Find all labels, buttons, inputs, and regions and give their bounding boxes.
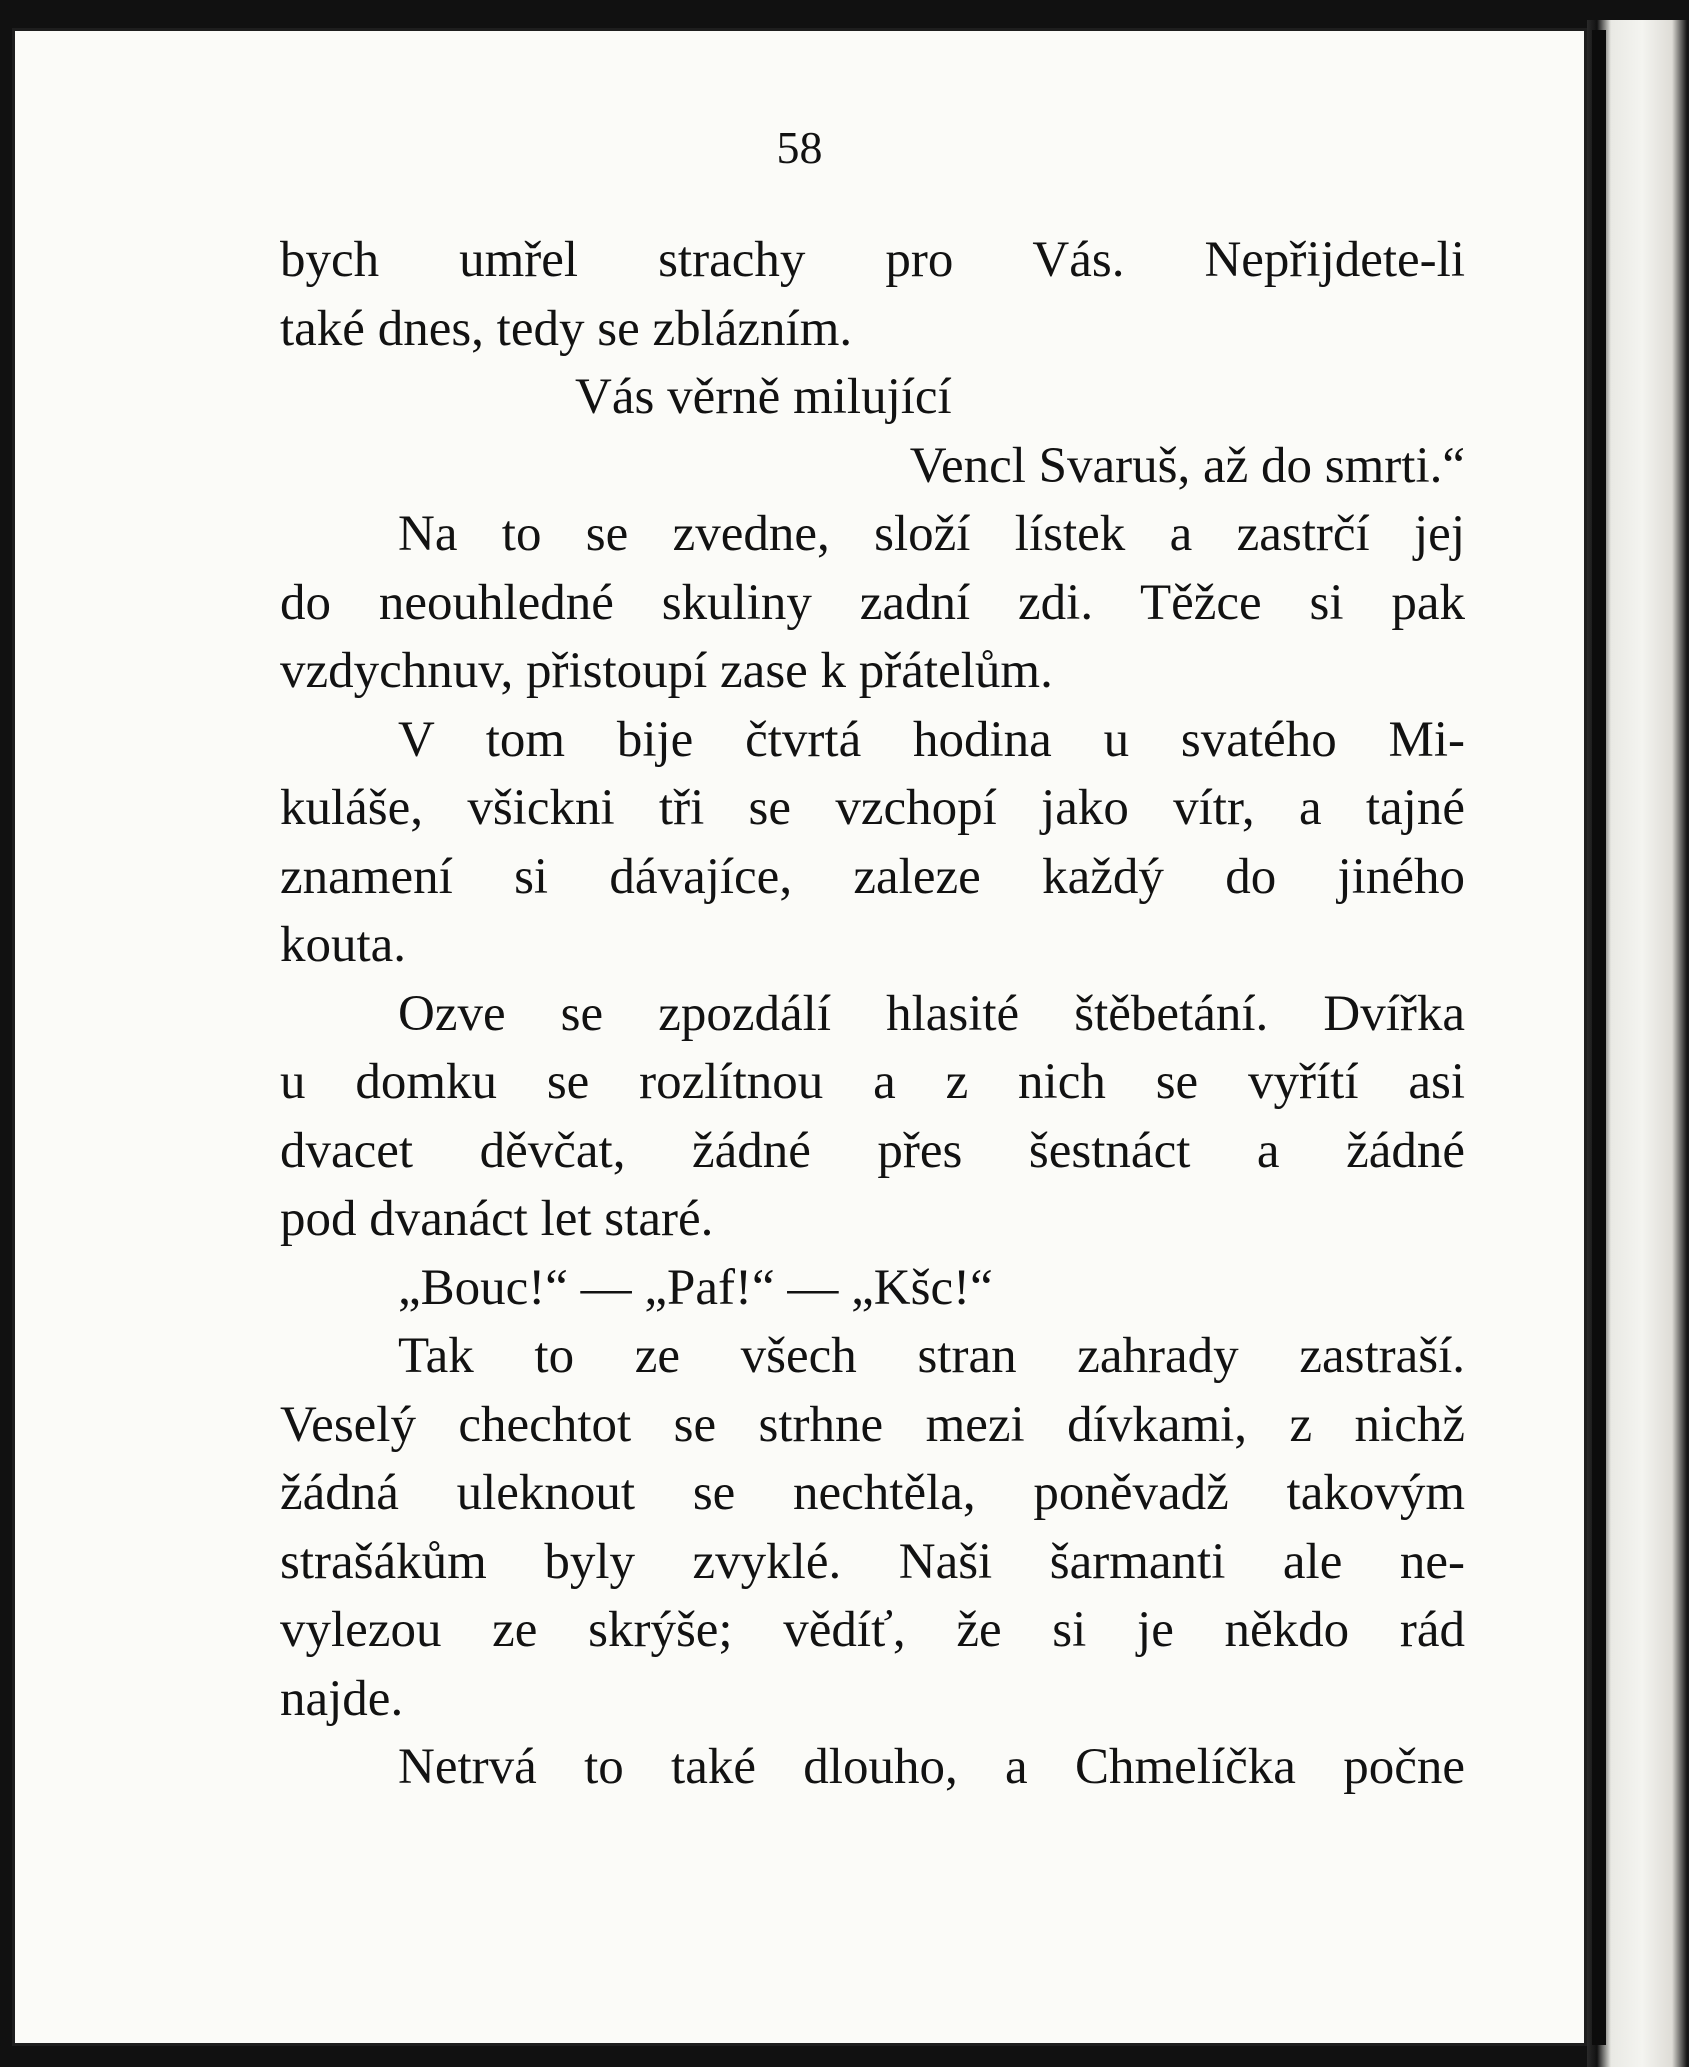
text-line: vylezou ze skrýše; vědíť, že si je někdo rád <box>280 1602 1465 1658</box>
letter-closing: Vás věrně milující <box>575 369 952 425</box>
text-line: do neouhledné skuliny zadní zdi. Těžce si pak <box>280 574 1465 631</box>
text-line: Tak to ze všech stran zahrady zastraší. <box>398 1328 1465 1384</box>
page-number: 58 <box>776 122 823 173</box>
text-line: žádná uleknout se nechtěla, poněvadž takovým <box>280 1465 1465 1521</box>
book-spine-shadow <box>1592 30 1606 2045</box>
text-line: strašákům byly zvyklé. Naši šarmanti ale ne- <box>280 1533 1465 1590</box>
text-line: u domku se rozlítnou a z nich se vyřítí asi <box>280 1054 1465 1110</box>
letter-signature: Vencl Svaruš, až do smrti.“ <box>909 437 1465 494</box>
text-line: pod dvanáct let staré. <box>280 1191 714 1247</box>
text-line: znamení si dávajíce, zaleze každý do jiného <box>280 848 1465 905</box>
text-line: V tom bije čtvrtá hodina u svatého Mi- <box>398 711 1465 768</box>
text-line: najde. <box>280 1670 404 1727</box>
text-line: vzdychnuv, přistoupí zase k přátelům. <box>280 643 1053 699</box>
body-text <box>280 226 1465 1802</box>
text-line: Ozve se zpozdálí hlasité štěbetání. Dvířka <box>398 985 1465 1042</box>
text-line: bych umřel strachy pro Vás. Nepřijdete-li <box>280 232 1465 288</box>
text-line: kouta. <box>280 917 407 973</box>
text-line: dvacet děvčat, žádné přes šestnáct a žádné <box>280 1122 1465 1179</box>
text-line: „Bouc!“ — „Paf!“ — „Kšc!“ <box>398 1259 993 1316</box>
text-line: kuláše, všickni tři se vzchopí jako vítr, a tajné <box>280 780 1465 836</box>
text-line: také dnes, tedy se zblázním. <box>280 300 853 357</box>
text-line: Na to se zvedne, složí lístek a zastrčí jej <box>398 506 1465 562</box>
book-page <box>12 28 1587 2046</box>
text-line: Netrvá to také dlouho, a Chmelíčka počne <box>398 1739 1465 1795</box>
text-line: Veselý chechtot se strhne mezi dívkami, z nichž <box>280 1396 1465 1453</box>
